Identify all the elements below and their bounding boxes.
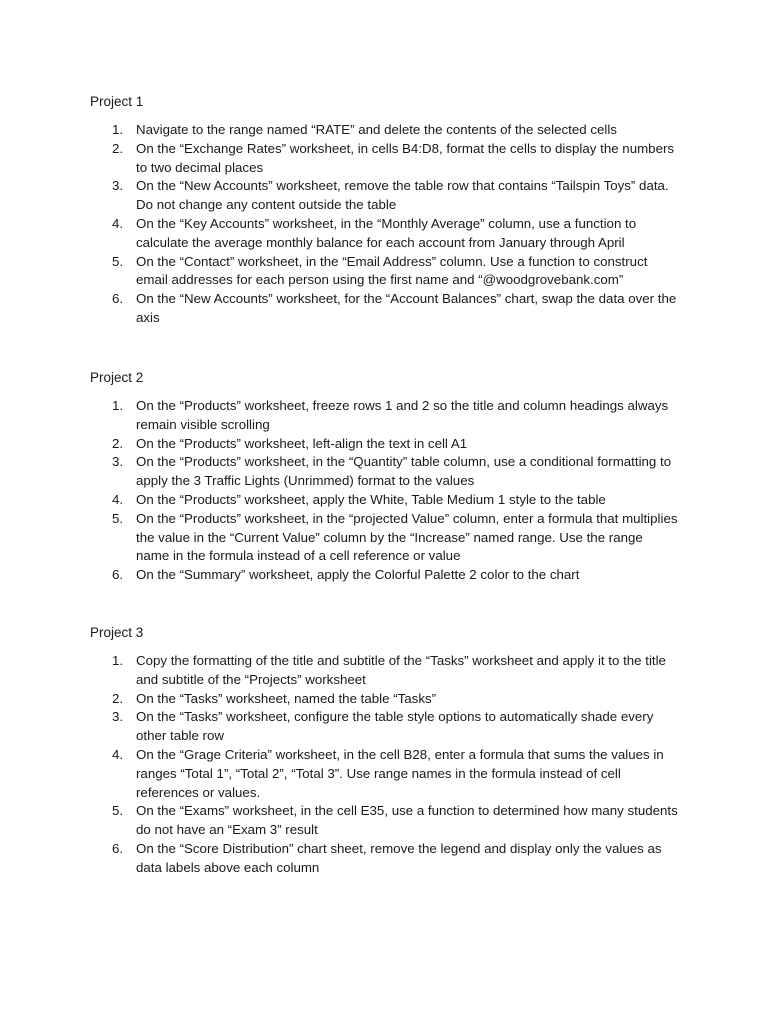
task-number: 1. (112, 653, 124, 668)
project-2-section (90, 369, 690, 583)
task-item (112, 215, 678, 253)
task-number: 2. (112, 140, 124, 156)
task-item (112, 397, 678, 435)
task-number: 5. (112, 510, 124, 526)
task-item (112, 510, 678, 566)
task-number: 1. (112, 122, 124, 137)
project-3-section (90, 624, 690, 875)
task-number: 2. (112, 690, 124, 706)
task-number: 6. (112, 291, 124, 307)
project-3-task-list (112, 652, 678, 878)
task-text: On the “Products” worksheet, in the “projected Value” column, enter a formula that multiplies the value in the “Current Value” column by the “Increase” named range. Use the range name in the formula instead of a cell reference or value (136, 510, 678, 564)
task-item (112, 121, 678, 140)
task-item (112, 708, 678, 746)
task-item (112, 566, 678, 585)
task-item (112, 177, 678, 215)
task-item (112, 802, 678, 840)
task-item (112, 253, 678, 291)
task-number: 6. (112, 567, 124, 583)
task-number: 6. (112, 840, 124, 856)
task-text: On the “Score Distribution” chart sheet, remove the legend and display only the values as data labels above each column (136, 840, 662, 875)
task-text: Copy the formatting of the title and subtitle of the “Tasks” worksheet and apply it to the title and subtitle of the “Projects” worksheet (136, 653, 666, 687)
task-number: 3. (112, 709, 124, 725)
task-text: On the “Products” worksheet, in the “Quantity” table column, use a conditional formatting to apply the 3 Traffic Lights (Unrimmed) format to the values (136, 454, 672, 489)
task-item (112, 140, 678, 178)
task-text: Navigate to the range named “RATE” and delete the contents of the selected cells (136, 122, 617, 137)
project-2-title: Project 2 (90, 370, 144, 385)
project-3-title: Project 3 (90, 625, 144, 640)
task-text: On the “Grage Criteria” worksheet, in the cell B28, enter a formula that sums the values in ranges “Total 1”, “Total 2”, “Total 3”. Use range names in the formula instead of cell references or values. (136, 746, 664, 800)
task-item (112, 690, 678, 709)
task-text: On the “Key Accounts” worksheet, in the “Monthly Average” column, use a function to calculate the average monthly balance for each account from January through April (136, 215, 637, 250)
task-number: 5. (112, 803, 124, 819)
task-item (112, 746, 678, 802)
task-number: 3. (112, 178, 124, 194)
task-number: 5. (112, 253, 124, 269)
task-item (112, 652, 678, 690)
task-number: 2. (112, 435, 124, 451)
task-number: 4. (112, 491, 124, 507)
task-text: On the “Products” worksheet, freeze rows 1 and 2 so the title and column headings always remain visible scrolling (136, 398, 669, 432)
task-text: On the “Exchange Rates” worksheet, in cells B4:D8, format the cells to display the numbers to two decimal places (136, 140, 675, 175)
project-1-title: Project 1 (90, 94, 144, 109)
task-item (112, 491, 678, 510)
task-text: On the “Summary” worksheet, apply the Colorful Palette 2 color to the chart (136, 567, 580, 583)
task-item (112, 290, 678, 328)
task-text: On the “Tasks” worksheet, named the table “Tasks” (136, 690, 437, 706)
task-text: On the “Tasks” worksheet, configure the table style options to automatically shade every other table row (136, 709, 654, 744)
task-number: 4. (112, 746, 124, 762)
task-text: On the “Exams” worksheet, in the cell E35, use a function to determined how many students do not have an “Exam 3” result (136, 803, 678, 838)
project-1-task-list (112, 121, 678, 328)
task-text: On the “Products” worksheet, left-align the text in cell A1 (136, 435, 468, 451)
task-item (112, 453, 678, 491)
task-item (112, 435, 678, 454)
task-number: 3. (112, 454, 124, 470)
task-number: 1. (112, 398, 124, 413)
task-item (112, 840, 678, 878)
task-text: On the “Contact” worksheet, in the “Email Address” column. Use a function to construct email addresses for each person using the first name and “@woodgrovebank.com” (136, 253, 648, 288)
task-text: On the “Products” worksheet, apply the White, Table Medium 1 style to the table (136, 491, 606, 507)
task-text: On the “New Accounts” worksheet, remove the table row that contains “Tailspin Toys” data. Do not change any content outside the table (136, 178, 669, 213)
project-2-task-list (112, 397, 678, 585)
task-text: On the “New Accounts” worksheet, for the “Account Balances” chart, swap the data over the axis (136, 291, 677, 325)
project-1-section (90, 93, 690, 325)
task-number: 4. (112, 215, 124, 231)
